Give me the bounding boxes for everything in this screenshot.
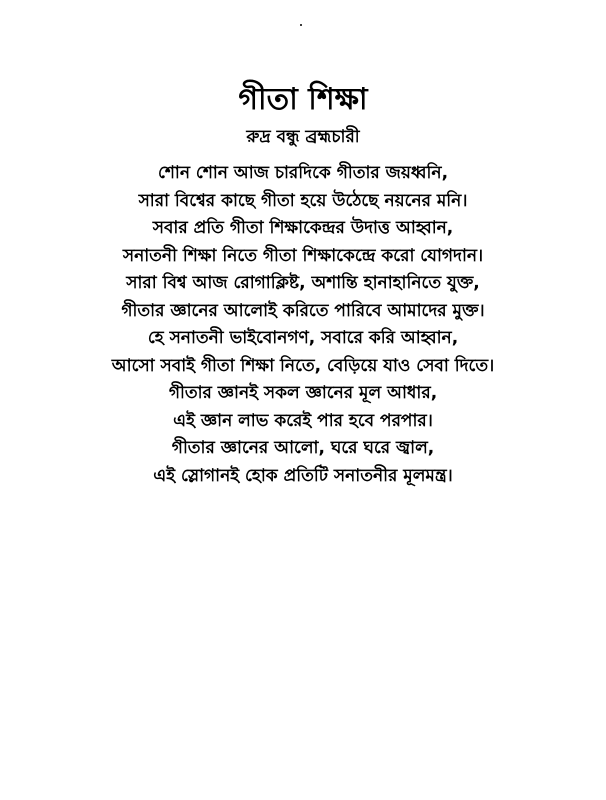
poem-line: আসো সবাই গীতা শিক্ষা নিতে, বেড়িয়ে যাও সেবা দিতে। bbox=[111, 355, 495, 376]
poem-line: গীতার জ্ঞানই সকল জ্ঞানের মূল আধার, bbox=[168, 383, 438, 403]
poem-line: সারা বিশ্বের কাছে গীতা হয়ে উঠেছে নয়নের মনি। bbox=[138, 190, 468, 211]
poem-title: গীতা শিক্ষা bbox=[238, 82, 368, 117]
poem-line: সবার প্রতি গীতা শিক্ষাকেন্দ্রর উদাত্ত আহ্বান, bbox=[152, 218, 454, 238]
scan-speck bbox=[300, 24, 302, 26]
poem-line: গীতার জ্ঞানের আলো, ঘরে ঘরে জ্বাল, bbox=[171, 438, 435, 458]
poem-line: এই স্লোগানই হোক প্রতিটি সনাতনীর মূলমন্ত্র। bbox=[153, 465, 453, 486]
poem-line: সনাতনী শিক্ষা নিতে গীতা শিক্ষাকেন্দ্রে করো যোগদান। bbox=[122, 245, 484, 266]
poem-line: এই জ্ঞান লাভ করেই পার হবে পরপার। bbox=[173, 410, 433, 431]
poem-line: হে সনাতনী ভাইবোনগণ, সবারে করি আহ্বান, bbox=[147, 328, 459, 348]
poem-line: শোন শোন আজ চারদিকে গীতার জয়ধ্বনি, bbox=[157, 163, 449, 183]
poem-line: গীতার জ্ঞানের আলোই করিতে পারিবে আমাদের মুক্ত। bbox=[121, 300, 485, 321]
poem-line: সারা বিশ্ব আজ রোগাক্লিষ্ট, অশান্তি হানাহানিতে যুক্ত, bbox=[126, 273, 480, 293]
poem-author: রুদ্র বন্ধু ব্রহ্মচারী bbox=[246, 127, 360, 147]
poem-body bbox=[40, 160, 566, 490]
